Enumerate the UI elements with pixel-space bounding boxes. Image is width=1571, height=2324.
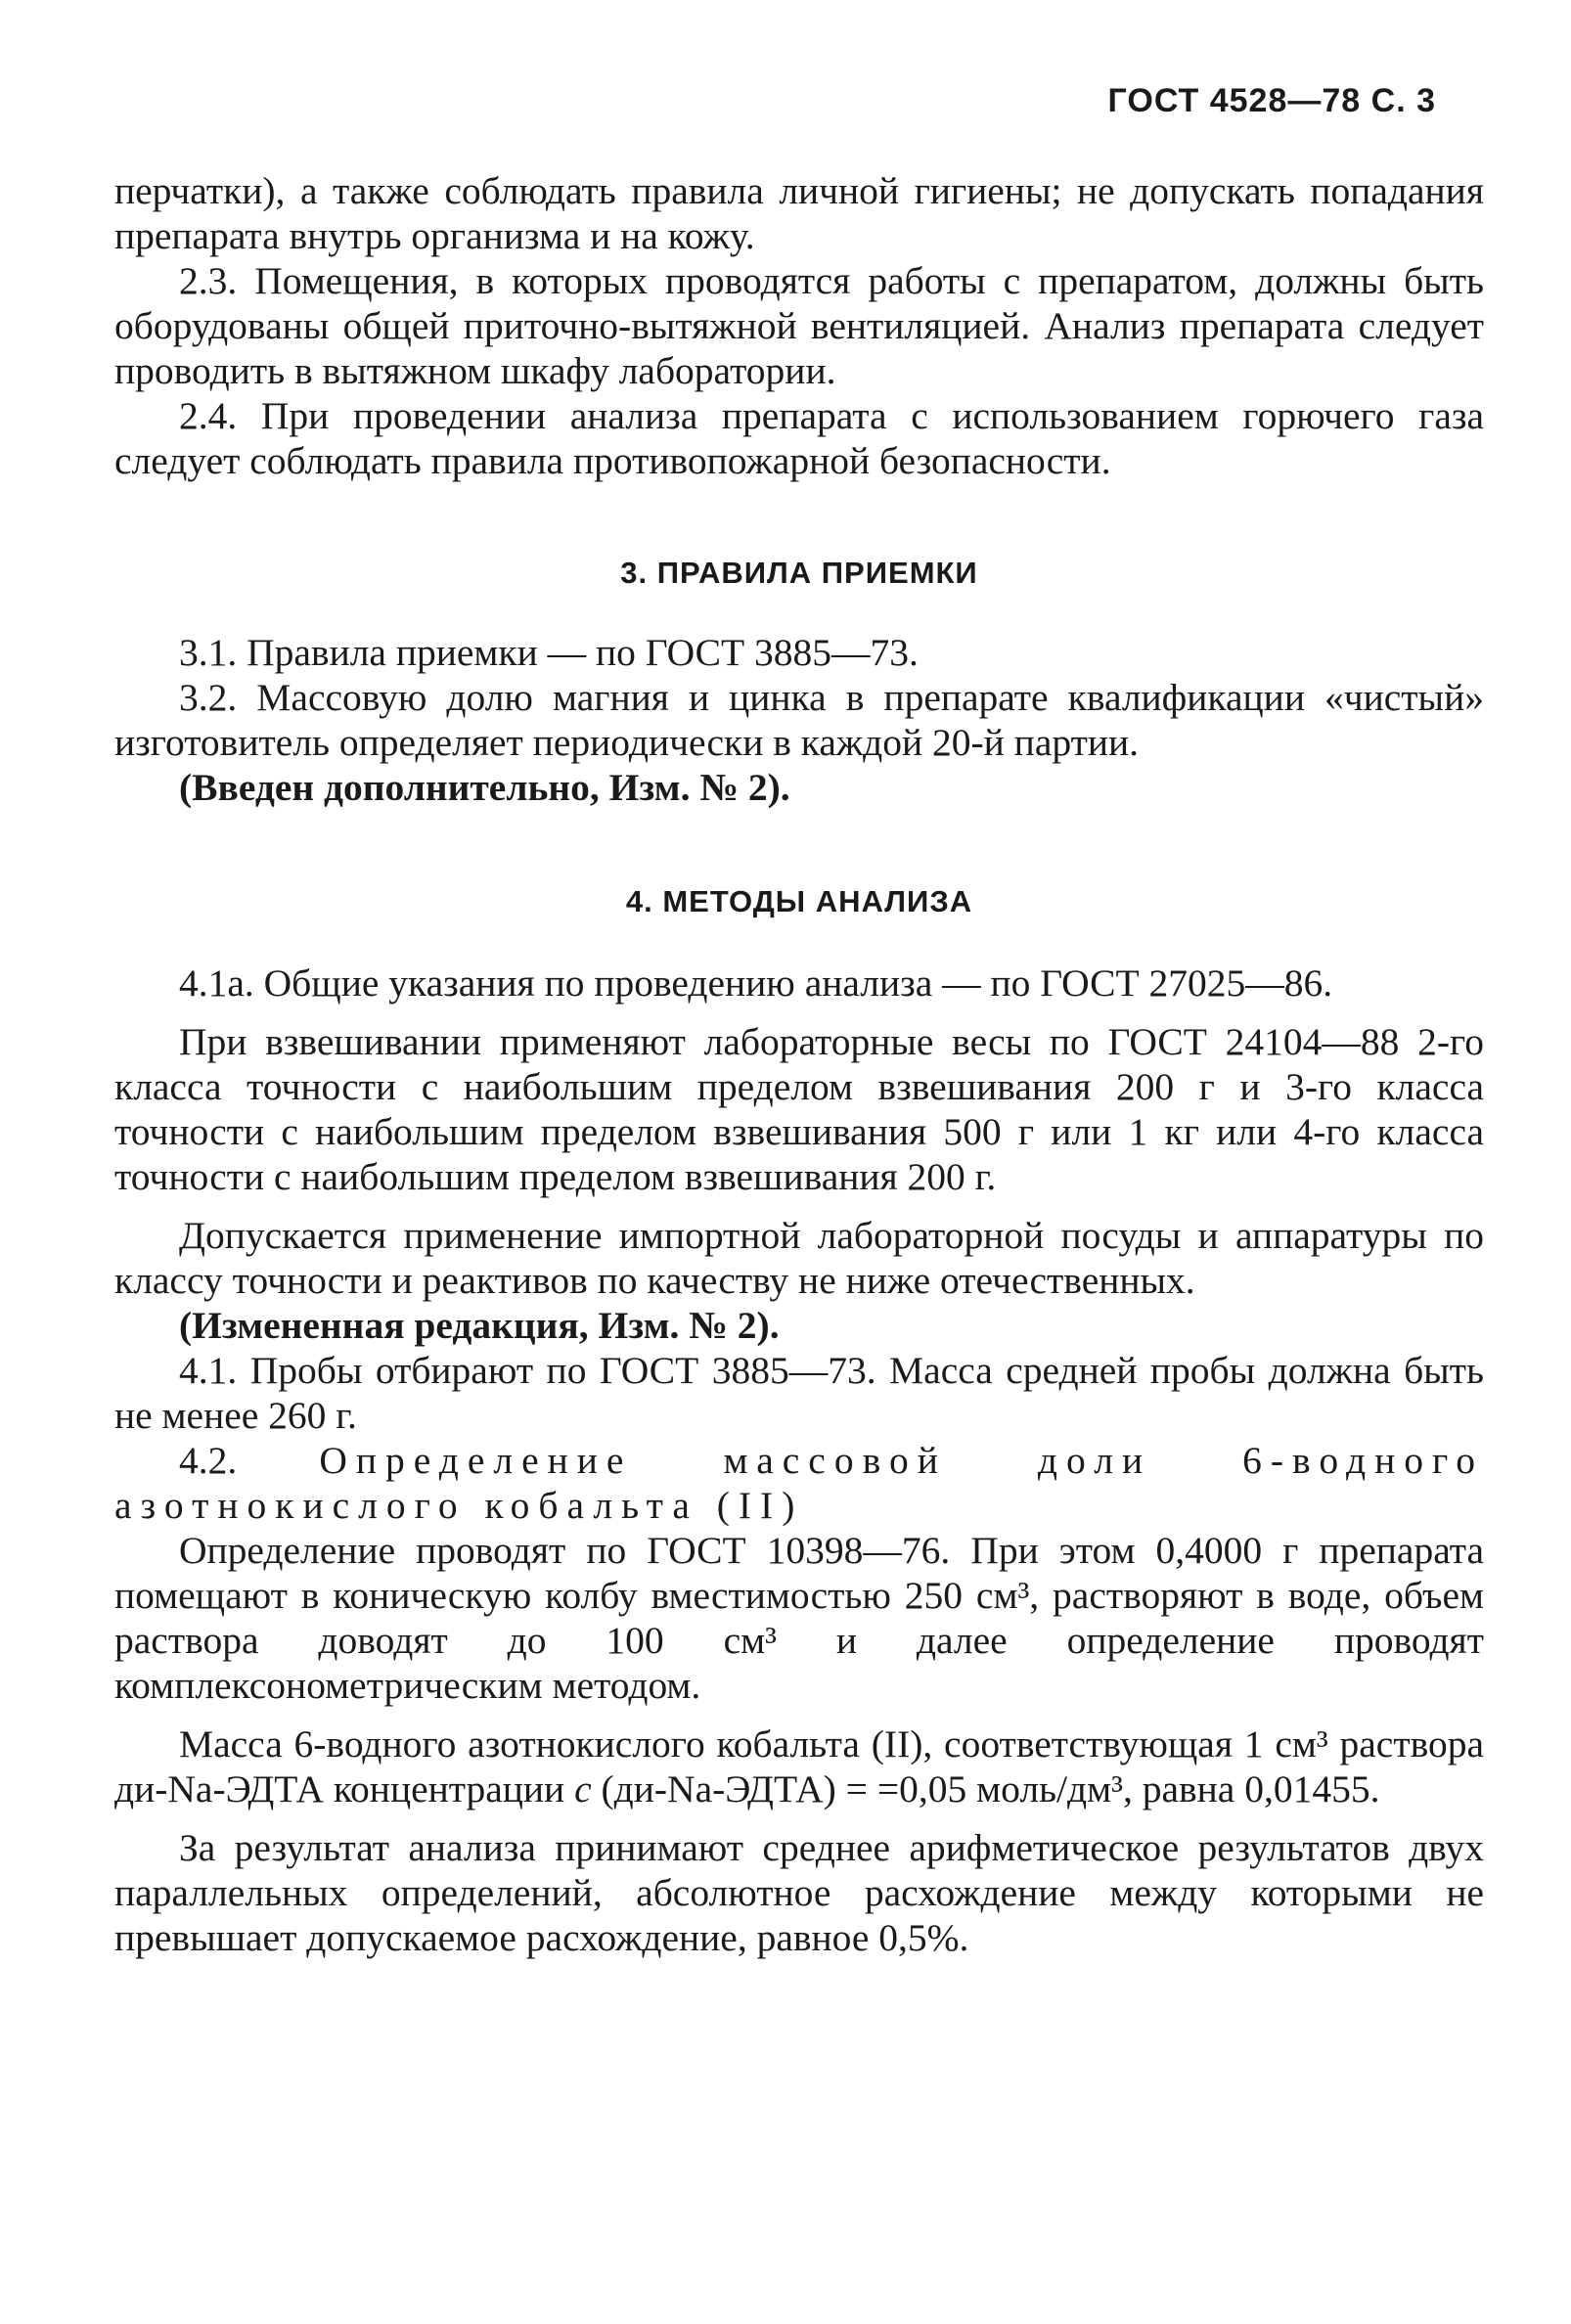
paragraph-mass-equivalent [114, 1721, 1484, 1811]
mass-equivalent-text-b: (ди-Na-ЭДТА) = =0,05 моль/дм³, равна 0,01455. [591, 1767, 1380, 1810]
paragraph-4-1: 4.1. Пробы отбирают по ГОСТ 3885—73. Масса средней пробы должна быть не менее 260 г. [114, 1349, 1484, 1437]
paragraph-imported-equipment: Допускается применение импортной лабораторной посуды и аппаратуры по классу точности и реактивов по качеству не ниже отечественных. [114, 1214, 1484, 1302]
paragraph-3-2: 3.2. Массовую долю магния и цинка в препарате квалификации «чистый» изготовитель определяет периодически в каждой 20-й партии. [114, 676, 1484, 764]
paragraph-result: За результат анализа принимают среднее арифметическое результатов двух параллельных определений, абсолютное расхождение между которыми не превышает допускаемое расхождение, равное 0,5%. [114, 1826, 1484, 1959]
paragraph-weighing: При взвешивании применяют лабораторные весы по ГОСТ 24104—88 2-го класса точности с наибольшим пределом взвешивания 200 г и 3-го класса точности с наибольшим пределом взвешивания 500 г или 1 кг или 4-го класса точности с наибольшим пределом взвешивания 200 г. [114, 1020, 1484, 1198]
paragraph-4-2-number: 4.2. [179, 1439, 238, 1482]
subsection-title-cobalt-nitrate: Определение массовой доли 6-водного азотнокислого кобальта (II) [114, 1439, 1485, 1527]
section-heading-analysis-methods: 4. МЕТОДЫ АНАЛИЗА [625, 884, 973, 918]
paragraph-4-2-body: Определение проводят по ГОСТ 10398—76. При этом 0,4000 г препарата помещают в коническую колбу вместимостью 250 см³, растворяют в воде, объем раствора доводят до 100 см³ и далее определение проводят комплексонометрическим методом. [114, 1529, 1484, 1707]
paragraph-4-2-title [114, 1438, 1484, 1528]
paragraph-2-3: 2.3. Помещения, в которых проводятся работы с препаратом, должны быть оборудованы общей приточно-вытяжной вентиляцией. Анализ препарата следует проводить в вытяжном шкафу лаборатории. [114, 259, 1484, 392]
section-heading-acceptance-rules: 3. ПРАВИЛА ПРИЕМКИ [620, 556, 978, 590]
amendment-note-introduced: (Введен дополнительно, Изм. № 2). [179, 766, 790, 809]
document-body [114, 168, 1484, 1960]
paragraph-3-1: 3.1. Правила приемки — по ГОСТ 3885—73. [179, 631, 919, 674]
mass-equivalent-text-a: Масса 6-водного азотнокислого кобальта (II), соответствующая 1 см³ раствора ди-Na-ЭДТА концентрации [114, 1722, 1484, 1810]
paragraph-continuation: перчатки), а также соблюдать правила личной гигиены; не допускать попадания препарата внутрь организма и на кожу. [114, 169, 1484, 257]
paragraph-4-1a: 4.1а. Общие указания по проведению анализа — по ГОСТ 27025—86. [179, 961, 1333, 1005]
amendment-note-revised: (Измененная редакция, Изм. № 2). [179, 1304, 780, 1347]
running-title: ГОСТ 4528—78 С. 3 [1107, 82, 1436, 119]
paragraph-2-4: 2.4. При проведении анализа препарата с использованием горючего газа следует соблюдать правила противопожарной безопасности. [114, 394, 1484, 482]
concentration-symbol: с [574, 1767, 592, 1810]
